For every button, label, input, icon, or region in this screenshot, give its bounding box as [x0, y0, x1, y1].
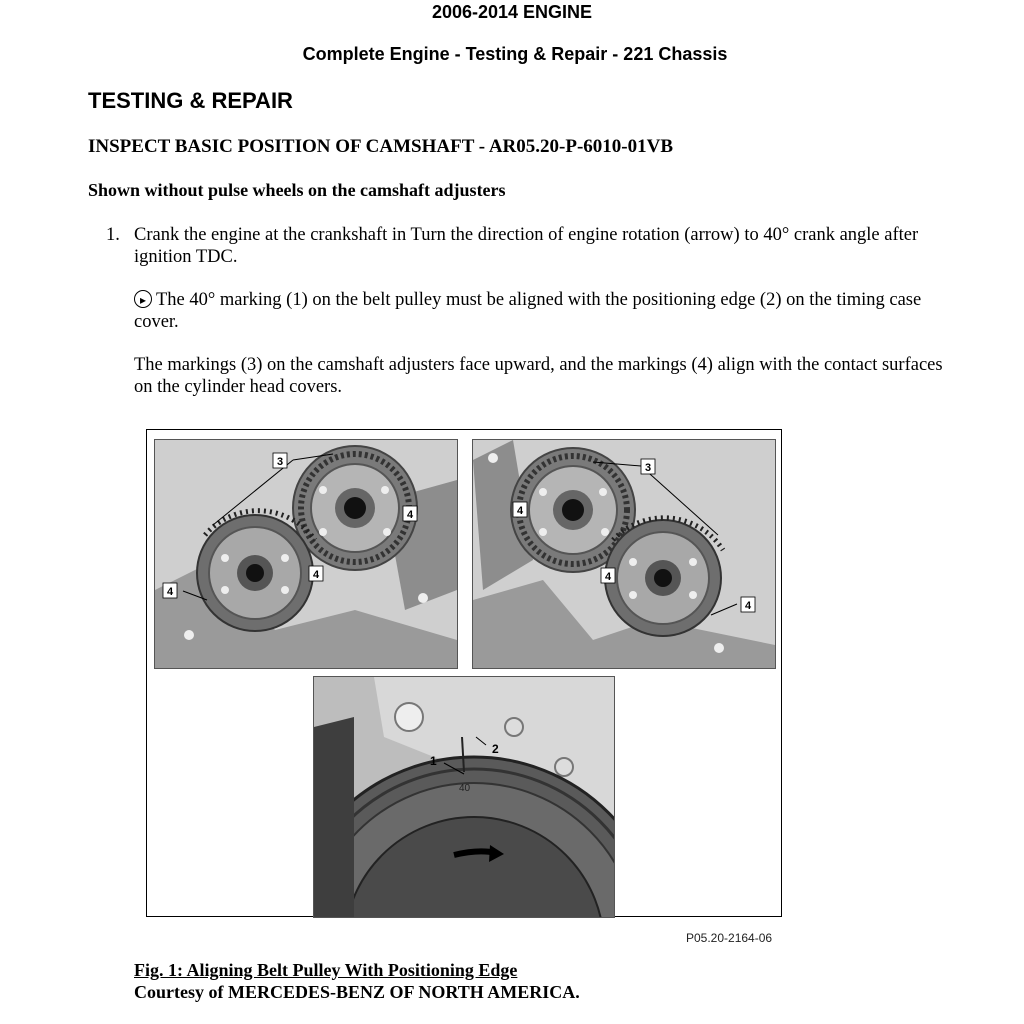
section-heading: TESTING & REPAIR	[88, 88, 293, 113]
callout-4: 4	[312, 569, 320, 581]
callout-3: 3	[276, 456, 284, 468]
callout-4: 4	[406, 509, 414, 521]
document-header: 2006-2014 ENGINE	[431, 2, 593, 22]
check-text: The 40° marking (1) on the belt pulley must be aligned with the positioning edge (2) on the timing case cover.	[134, 290, 922, 332]
pulley-illustration	[314, 677, 614, 917]
callout-4: 4	[604, 571, 612, 583]
callout-4: 4	[166, 586, 174, 598]
document-subtitle: Complete Engine - Testing & Repair - 221 Chassis	[302, 44, 728, 64]
step-text: Crank the engine at the crankshaft in Turn the direction of engine rotation (arrow) to 40° crank angle after ignition TDC.	[134, 225, 919, 267]
pulley-marking: 40	[459, 783, 471, 794]
callout-2: 2	[492, 742, 499, 756]
procedure-title: INSPECT BASIC POSITION OF CAMSHAFT - AR05.20-P-6010-01VB	[88, 136, 674, 157]
camshaft-photo-left	[154, 439, 458, 669]
camshaft-photo-right	[472, 439, 776, 669]
callout-4: 4	[516, 505, 524, 517]
camshaft-illustration-right	[473, 440, 775, 668]
callout-3: 3	[644, 462, 652, 474]
figure-caption-title: Fig. 1: Aligning Belt Pulley With Positioning Edge	[134, 960, 518, 980]
figure-code: P05.20-2164-06	[686, 931, 773, 945]
step-number: 1.	[106, 225, 120, 245]
callout-4: 4	[744, 600, 752, 612]
markings-text: The markings (3) on the camshaft adjusters face upward, and the markings (4) align with the contact surfaces on the cylinder head covers.	[134, 355, 943, 397]
check-arrow-icon: ▸	[134, 290, 152, 308]
figure-caption-credit: Courtesy of MERCEDES-BENZ OF NORTH AMERICA.	[134, 982, 580, 1002]
check-paragraph	[134, 289, 934, 333]
camshaft-illustration-left	[155, 440, 457, 668]
pulley-photo	[313, 676, 615, 918]
callout-1: 1	[430, 754, 437, 768]
procedure-note: Shown without pulse wheels on the camshaft adjusters	[88, 180, 506, 200]
